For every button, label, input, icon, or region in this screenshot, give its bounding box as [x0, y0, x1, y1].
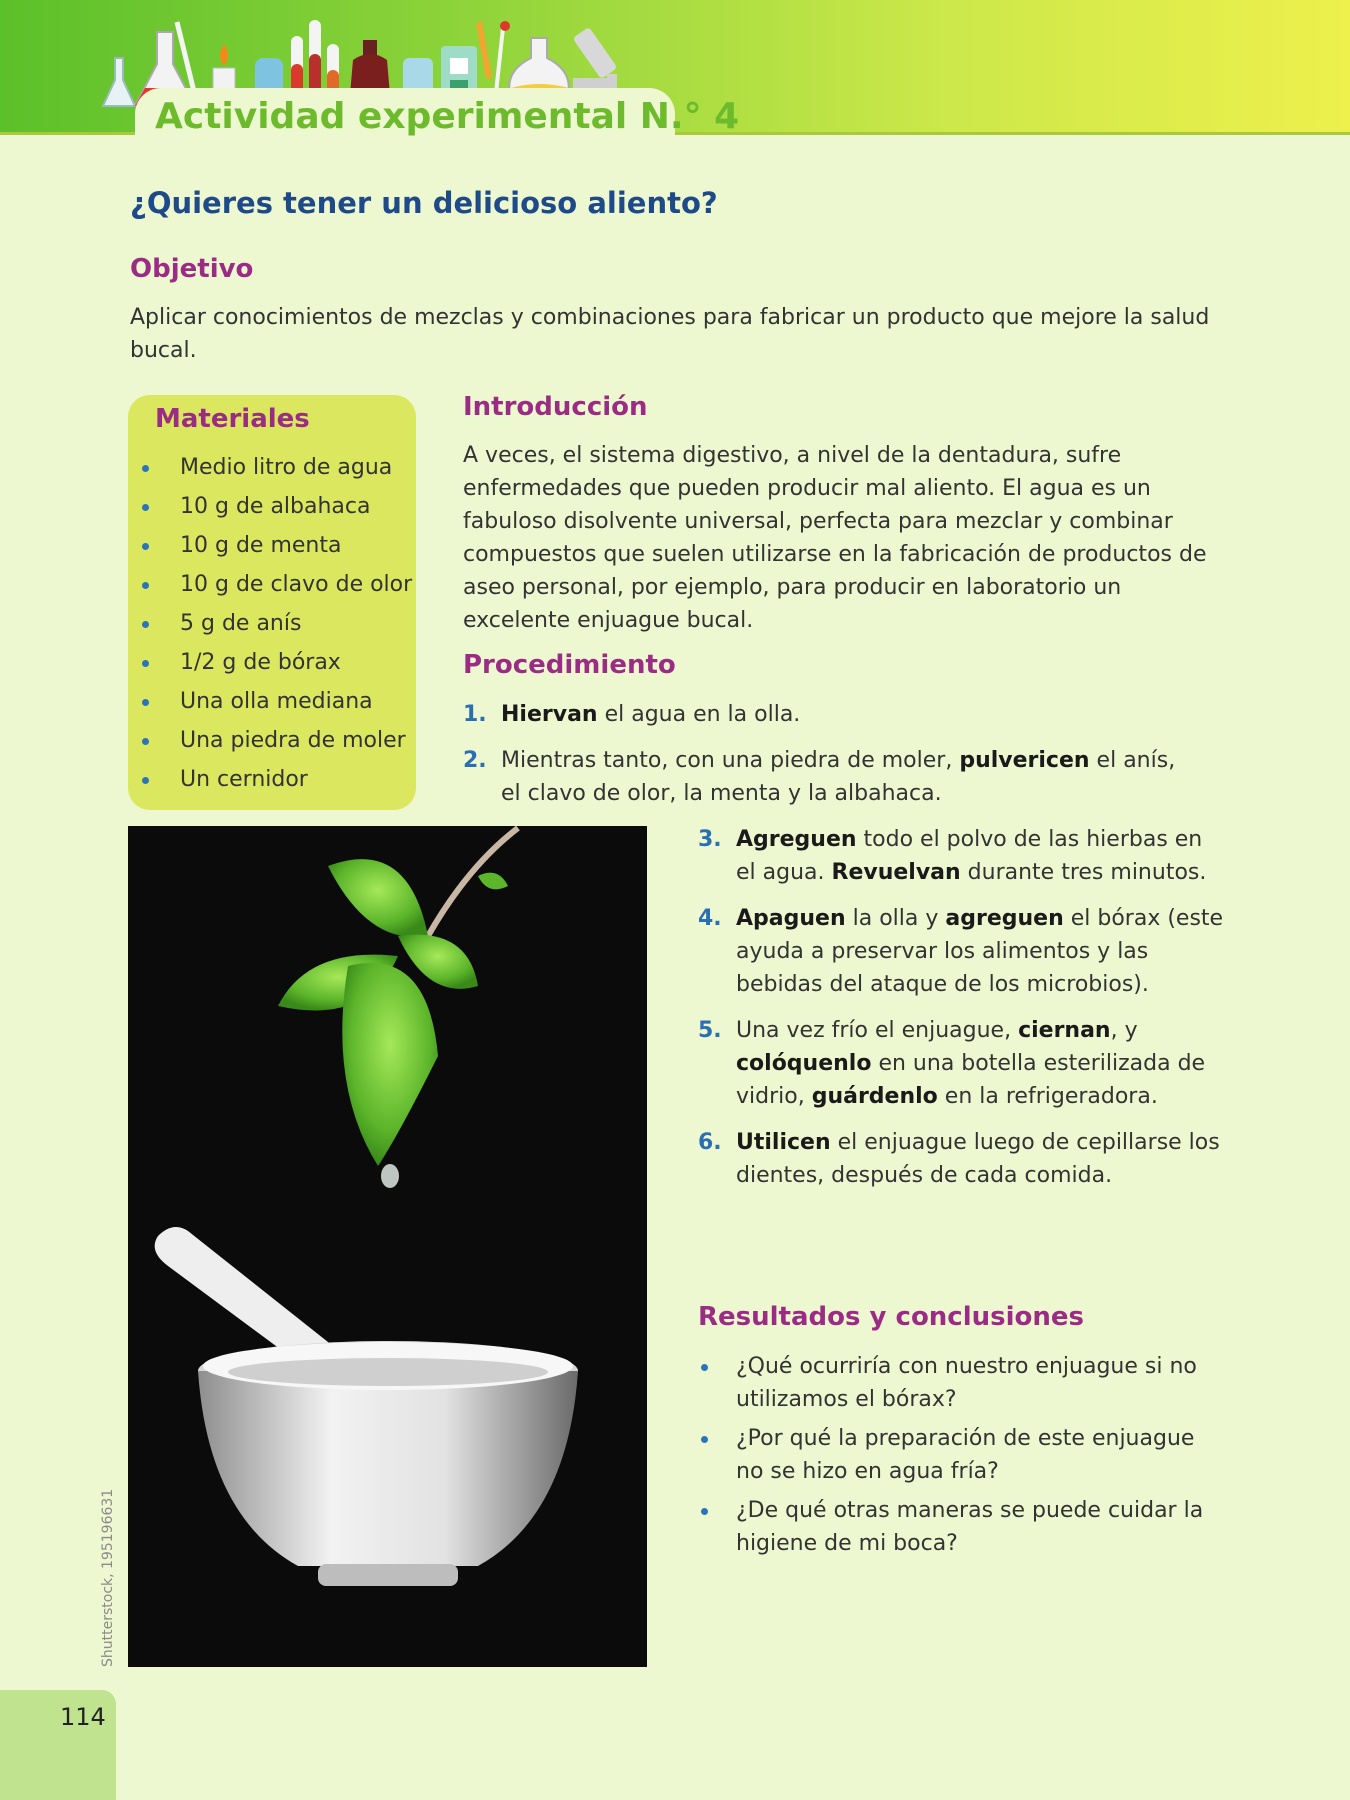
- introduction-heading: Introducción: [463, 392, 648, 422]
- procedure-step: 3. Agreguen todo el polvo de las hierbas en el agua. Revuelvan durante tres minutos.: [698, 823, 1228, 889]
- step-number: 6.: [698, 1130, 722, 1155]
- mint-mortar-photo: [128, 826, 647, 1667]
- material-item: Medio litro de agua: [128, 448, 416, 487]
- activity-title: Actividad experimental N.° 4: [155, 96, 740, 137]
- procedure-step: 4. Apaguen la olla y agreguen el bórax (este ayuda a preservar los alimentos y las bebidas del ataque de los microbios).: [698, 902, 1228, 1001]
- step-action-verb: Revuelvan: [831, 860, 961, 885]
- mint-and-mortar-illustration: [128, 826, 647, 1667]
- step-number: 5.: [698, 1018, 722, 1043]
- step-number: 2.: [463, 748, 487, 773]
- material-item: 10 g de clavo de olor: [128, 565, 416, 604]
- material-item: 10 g de albahaca: [128, 487, 416, 526]
- material-item: Un cernidor: [128, 760, 416, 799]
- objective-text: Aplicar conocimientos de mezclas y combinaciones para fabricar un producto que mejore la salud bucal.: [130, 305, 1210, 363]
- page-number: 114: [60, 1703, 106, 1731]
- step-action-verb: Utilicen: [736, 1130, 831, 1155]
- step-action-verb: Hiervan: [501, 702, 598, 727]
- step-number: 1.: [463, 702, 487, 727]
- step-number: 4.: [698, 906, 722, 931]
- step-action-verb: Agreguen: [736, 827, 857, 852]
- material-item: Una piedra de moler: [128, 721, 416, 760]
- procedure-step: 5. Una vez frío el enjuague, ciernan, y colóquenlo en una botella esterilizada de vidrio, guárdenlo en la refrigeradora.: [698, 1014, 1228, 1113]
- step-action-verb: colóquenlo: [736, 1051, 872, 1076]
- materials-list: [128, 448, 416, 799]
- step-action-verb: Apaguen: [736, 906, 846, 931]
- material-item: Una olla mediana: [128, 682, 416, 721]
- step-action-verb: pulvericen: [959, 748, 1090, 773]
- results-heading: Resultados y conclusiones: [698, 1302, 1085, 1332]
- procedure-steps-top: [463, 698, 1183, 823]
- photo-credit: Shutterstock, 195196631: [100, 1488, 116, 1667]
- results-question: ¿Qué ocurriría con nuestro enjuague si no utilizamos el bórax?: [698, 1350, 1228, 1416]
- procedure-heading: Procedimiento: [463, 650, 676, 680]
- results-list: [698, 1350, 1228, 1566]
- results-question: ¿De qué otras maneras se puede cuidar la higiene de mi boca?: [698, 1494, 1228, 1560]
- procedure-step: 2. Mientras tanto, con una piedra de moler, pulvericen el anís, el clavo de olor, la menta y la albahaca.: [463, 744, 1183, 810]
- results-question: ¿Por qué la preparación de este enjuague no se hizo en agua fría?: [698, 1422, 1228, 1488]
- step-action-verb: ciernan: [1018, 1018, 1111, 1043]
- page-question: ¿Quieres tener un delicioso aliento?: [130, 186, 718, 220]
- procedure-step: 1. Hiervan el agua en la olla.: [463, 698, 1183, 731]
- procedure-step: 6. Utilicen el enjuague luego de cepillarse los dientes, después de cada comida.: [698, 1126, 1228, 1192]
- material-item: 10 g de menta: [128, 526, 416, 565]
- step-action-verb: agreguen: [945, 906, 1064, 931]
- material-item: 1/2 g de bórax: [128, 643, 416, 682]
- introduction-text: A veces, el sistema digestivo, a nivel de la dentadura, sufre enfermedades que pueden producir mal aliento. El agua es un fabuloso disolvente universal, perfecta para mezclar y combinar compuestos que suelen utilizarse en la fabricación de productos de aseo personal, por ejemplo, para producir en laboratorio un excelente enjuague bucal.: [463, 443, 1207, 633]
- materials-heading: Materiales: [155, 404, 310, 434]
- objective-heading: Objetivo: [130, 254, 254, 284]
- step-number: 3.: [698, 827, 722, 852]
- procedure-steps-bottom: [698, 823, 1228, 1205]
- step-action-verb: guárdenlo: [811, 1084, 938, 1109]
- material-item: 5 g de anís: [128, 604, 416, 643]
